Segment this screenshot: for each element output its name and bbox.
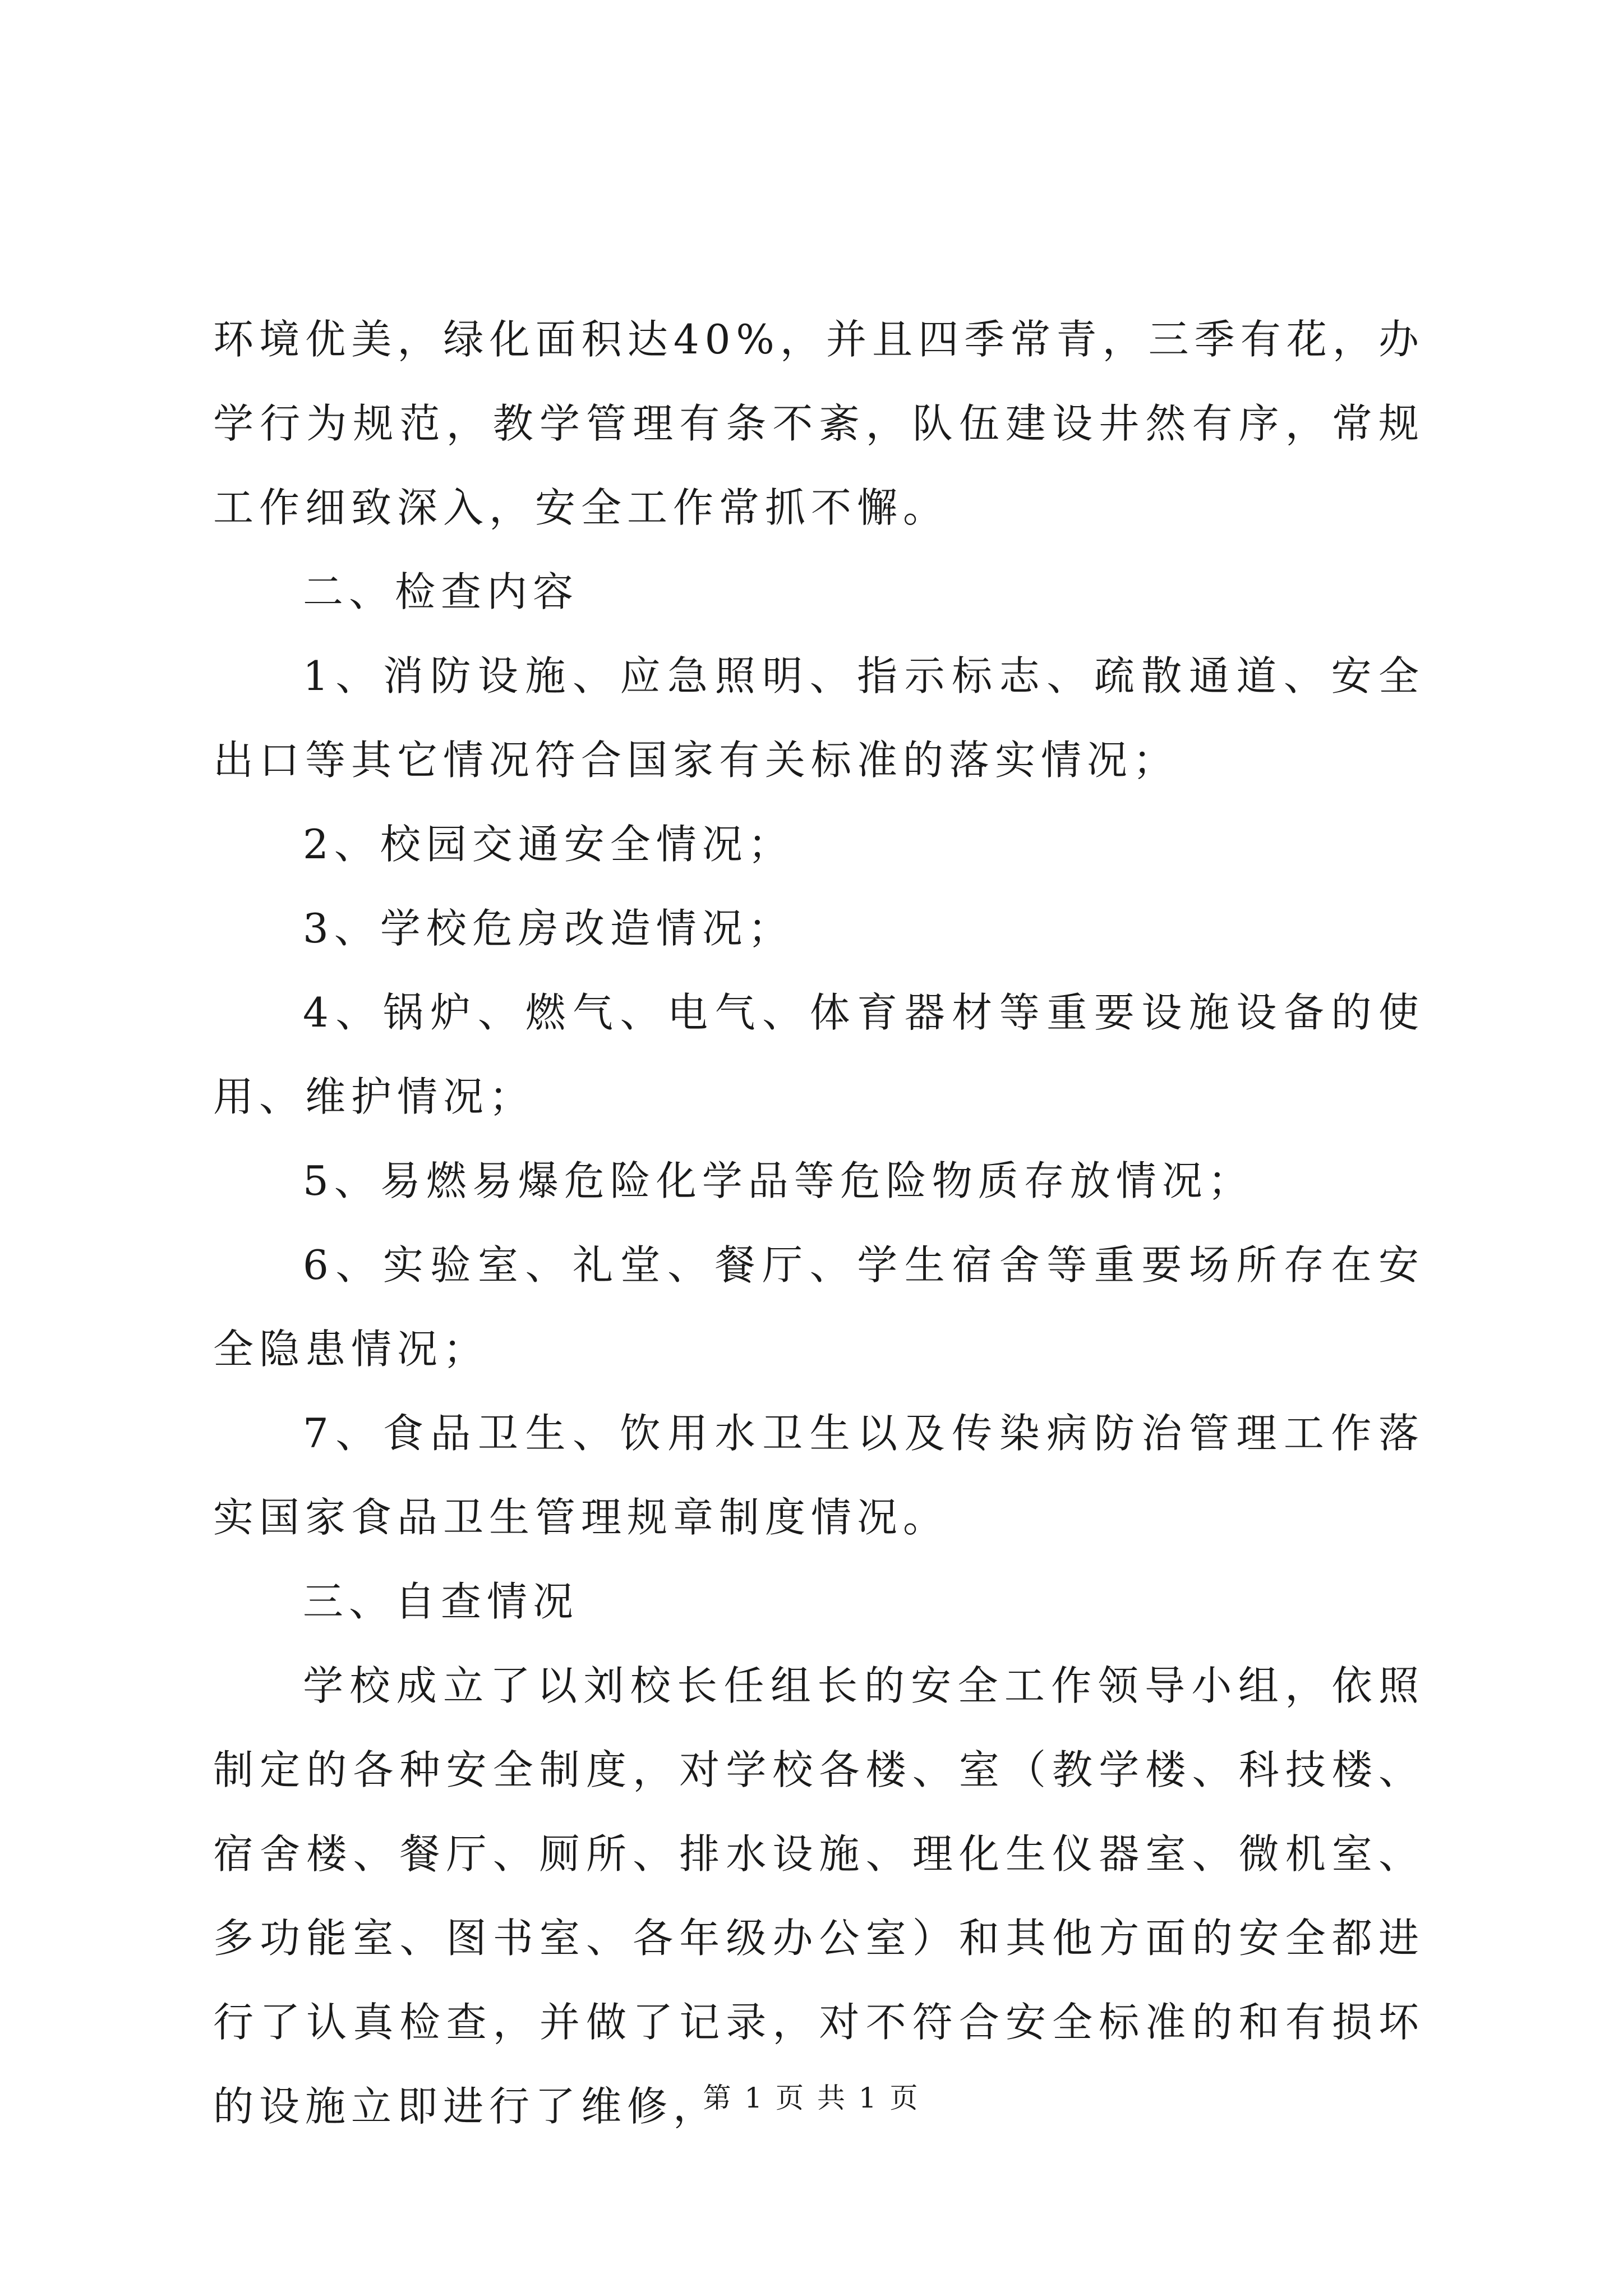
section-heading-self-inspection: 三、自查情况 — [303, 1578, 579, 1625]
list-item-6: 6、实验室、礼堂、餐厅、学生宿舍等重要场所存在安全隐患情况； — [213, 1241, 1424, 1373]
document-body — [213, 297, 1424, 2148]
list-item-3: 3、学校危房改造情况； — [303, 905, 794, 952]
paragraph-self-inspection: 学校成立了以刘校长任组长的安全工作领导小组，依照制定的各种安全制度，对学校各楼、室（教学楼、科技楼、宿舍楼、餐厅、厕所、排水设施、理化生仪器室、微机室、多功能室、图书室、各年级办公室）和其他方面的安全都进行了认真检查，并做了记录，对不符合安全标准的和有损坏的设施立即进行了维修， — [213, 1662, 1424, 2130]
list-item-1: 1、消防设施、应急照明、指示标志、疏散通道、安全出口等其它情况符合国家有关标准的落实情况； — [213, 652, 1424, 784]
paragraph-intro: 环境优美，绿化面积达40%，并且四季常青，三季有花，办学行为规范，教学管理有条不紊，队伍建设井然有序，常规工作细致深入，安全工作常抓不懈。 — [213, 316, 1424, 531]
list-item-4: 4、锅炉、燃气、电气、体育器材等重要设施设备的使用、维护情况； — [213, 989, 1424, 1120]
list-item-5: 5、易燃易爆危险化学品等危险物质存放情况； — [303, 1157, 1254, 1204]
list-item-2: 2、校园交通安全情况； — [303, 821, 794, 868]
list-item-7: 7、食品卫生、饮用水卫生以及传染病防治管理工作落实国家食品卫生管理规章制度情况。 — [213, 1410, 1424, 1541]
page-footer: 第 1 页 共 1 页 — [703, 2082, 920, 2114]
section-heading-inspection-content: 二、检查内容 — [303, 568, 579, 615]
